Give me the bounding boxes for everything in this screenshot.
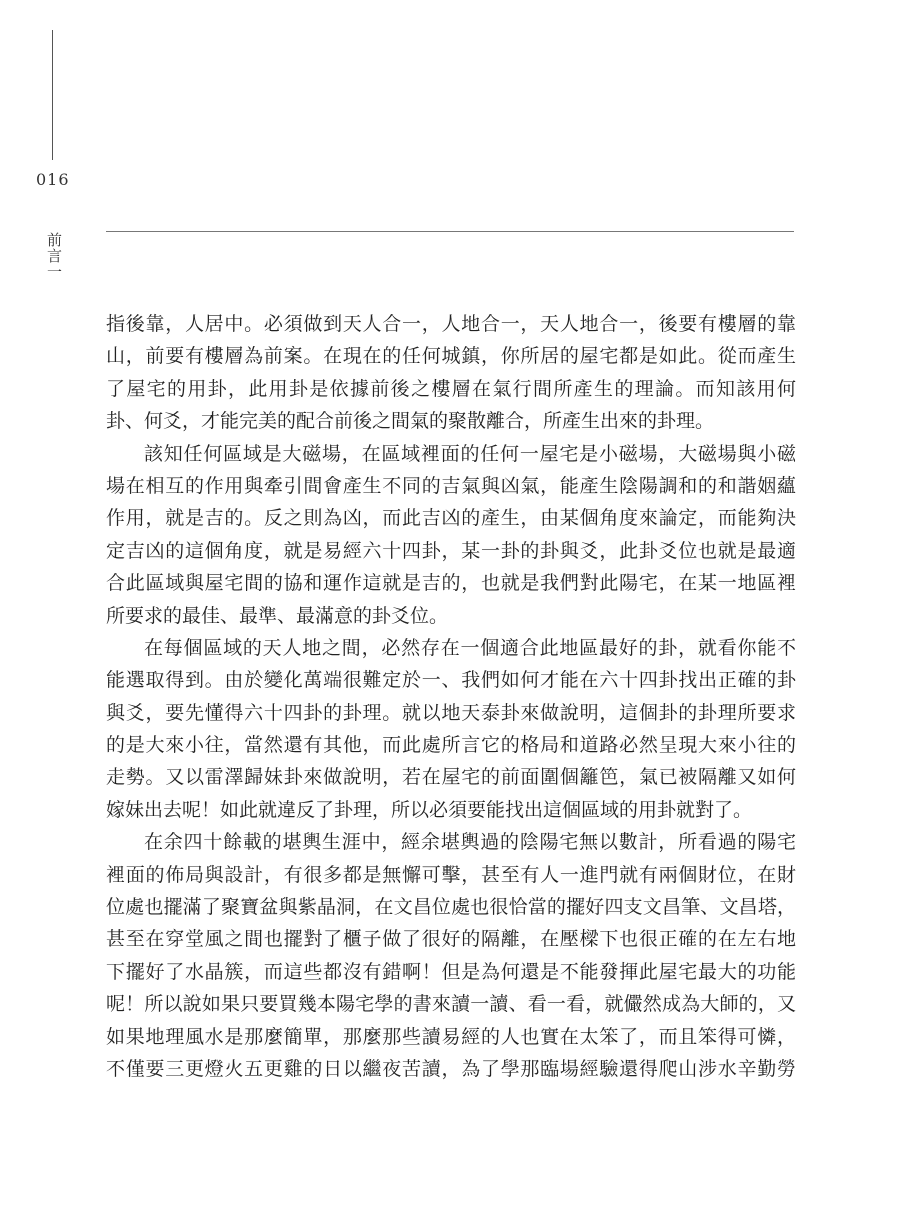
text-line: 不僅要三更燈火五更雞的日以繼夜苦讀，為了學那臨場經驗還得爬山涉水辛勤勞 xyxy=(106,1057,796,1080)
text-line: 卦、何爻，才能完美的配合前後之間氣的聚散離合，所產生出來的卦理。 xyxy=(106,410,715,433)
text-line: 能選取得到。由於變化萬端很難定於一、我們如何才能在六十四卦找出正確的卦 xyxy=(106,669,796,692)
text-line: 位處也擺滿了聚寶盆與紫晶洞，在文昌位處也很恰當的擺好四支文昌筆、文昌塔， xyxy=(106,896,796,919)
text-line: 如果地理風水是那麼簡單，那麼那些讀易經的人也實在太笨了，而且笨得可憐， xyxy=(106,1025,796,1048)
text-line: 該知任何區域是大磁場，在區域裡面的任何一屋宅是小磁場，大磁場與小磁 xyxy=(144,442,796,465)
text-line: 與爻，要先懂得六十四卦的卦理。就以地天泰卦來做說明，這個卦的卦理所要求 xyxy=(106,701,796,724)
text-line: 在每個區域的天人地之間，必然存在一個適合此地區最好的卦，就看你能不 xyxy=(144,636,796,659)
text-line: 指後靠，人居中。必須做到天人合一，人地合一，天人地合一，後要有樓層的靠 xyxy=(106,313,796,335)
text-line: 的是大來小往，當然還有其他，而此處所言它的格局和道路必然呈現大來小往的 xyxy=(106,734,796,757)
text-line: 場在相互的作用與牽引間會產生不同的吉氣與凶氣，能產生陰陽調和的和諧姻蘊 xyxy=(106,474,796,497)
text-line: 在余四十餘載的堪輿生涯中，經余堪輿過的陰陽宅無以數計，所看過的陽宅 xyxy=(144,831,796,854)
body-text xyxy=(106,308,796,1085)
text-line: 甚至在穿堂風之間也擺對了櫃子做了很好的隔離，在壓樑下也很正確的在左右地 xyxy=(106,928,796,951)
text-line: 作用，就是吉的。反之則為凶，而此吉凶的產生，由某個角度來論定，而能夠決 xyxy=(106,507,796,530)
text-line: 下擺好了水晶簇，而這些都沒有錯啊！但是為何還是不能發揮此屋宅最大的功能 xyxy=(106,960,796,983)
header-rule xyxy=(106,231,794,232)
section-label: 前言一 xyxy=(45,232,63,280)
text-line: 裡面的佈局與設計，有很多都是無懈可擊，甚至有人一進門就有兩個財位，在財 xyxy=(106,863,796,886)
text-line: 了屋宅的用卦，此用卦是依據前後之樓層在氣行間所產生的理論。而知該用何 xyxy=(106,377,796,400)
text-line: 定吉凶的這個角度，就是易經六十四卦，某一卦的卦與爻，此卦爻位也就是最適 xyxy=(106,539,796,562)
text-line: 山，前要有樓層為前案。在現在的任何城鎮，你所居的屋宅都是如此。從而產生 xyxy=(106,345,796,368)
margin-rule xyxy=(52,30,53,160)
text-line: 走勢。又以雷澤歸妹卦來做說明，若在屋宅的前面圍個籬笆，氣已被隔離又如何 xyxy=(106,766,796,789)
page-number: 016 xyxy=(36,170,70,189)
text-line: 合此區域與屋宅間的協和運作這就是吉的，也就是我們對此陽宅，在某一地區裡 xyxy=(106,572,796,595)
text-line: 所要求的最佳、最準、最滿意的卦爻位。 xyxy=(106,604,449,627)
text-line: 嫁妹出去呢！如此就違反了卦理，所以必須要能找出這個區域的用卦就對了。 xyxy=(106,798,753,821)
text-line: 呢！所以說如果只要買幾本陽宅學的書來讀一讀、看一看，就儼然成為大師的，又 xyxy=(106,993,796,1016)
